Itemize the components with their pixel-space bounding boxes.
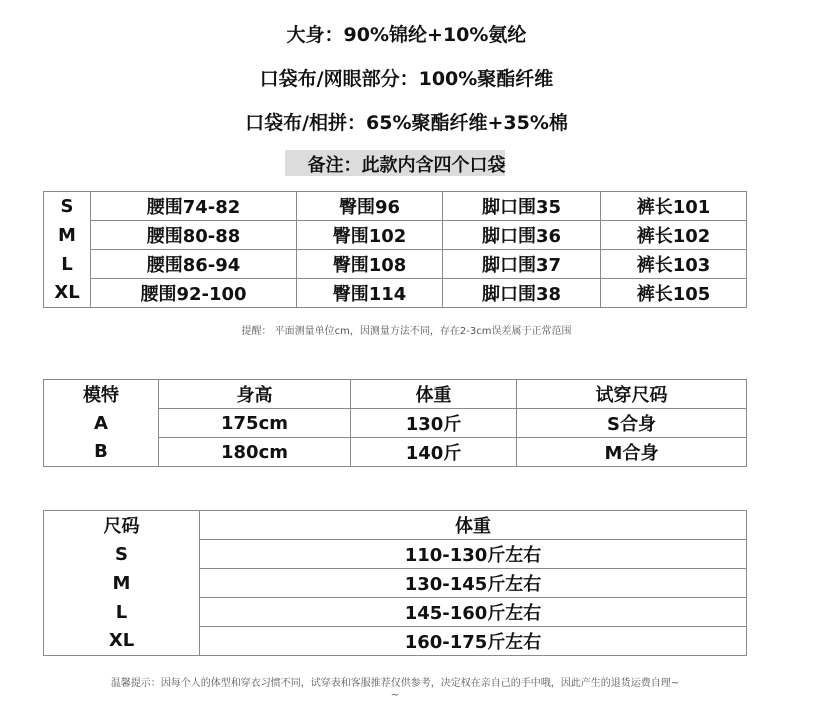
waist-cell: 腰围80-88 (91, 221, 297, 250)
table-row (44, 598, 747, 627)
model-table (43, 379, 747, 467)
length-cell: 裤长101 (601, 192, 747, 221)
measure-tip: 提醒： 平面测量单位cm，因测量方法不同，存在2-3cm误差属于正常范围 (241, 326, 572, 337)
table-row (44, 438, 747, 467)
header-cell: 模特 (44, 380, 159, 409)
footer-tilde: ~ (390, 690, 400, 701)
hem-cell: 脚口围37 (443, 250, 601, 279)
table-row (44, 380, 747, 409)
hem-cell: 脚口围35 (443, 192, 601, 221)
hem-cell: 脚口围38 (443, 279, 601, 308)
fit-size-cell: M合身 (517, 438, 747, 467)
size-cell: M (44, 221, 91, 250)
size-table (43, 191, 747, 308)
fit-size-cell: S合身 (517, 409, 747, 438)
header-cell: 尺码 (44, 511, 200, 540)
size-cell: S (44, 540, 200, 569)
waist-cell: 腰围92-100 (91, 279, 297, 308)
weight-range-cell: 110-130斤左右 (200, 540, 747, 569)
header-cell: 体重 (351, 380, 517, 409)
table-row (44, 569, 747, 598)
fabric-body-line: 大身：90%锦纶+10%氨纶 (286, 24, 527, 46)
table-row (44, 250, 747, 279)
table-row (44, 409, 747, 438)
fabric-pocket-mesh-line: 口袋布/网眼部分：100%聚酯纤维 (259, 68, 554, 90)
size-cell: L (44, 250, 91, 279)
size-cell: S (44, 192, 91, 221)
hip-cell: 臀围114 (297, 279, 443, 308)
table-row (44, 192, 747, 221)
weight-range-cell: 145-160斤左右 (200, 598, 747, 627)
fabric-pocket-panel-line: 口袋布/相拼：65%聚酯纤维+35%棉 (245, 112, 568, 134)
note-text: 备注：此款内含四个口袋 (307, 155, 506, 176)
table-row (44, 540, 747, 569)
hip-cell: 臀围108 (297, 250, 443, 279)
weight-range-cell: 130-145斤左右 (200, 569, 747, 598)
model-cell: A (44, 409, 159, 438)
waist-cell: 腰围86-94 (91, 250, 297, 279)
table-row (44, 221, 747, 250)
table-row (44, 279, 747, 308)
header-cell: 身高 (159, 380, 351, 409)
hip-cell: 臀围102 (297, 221, 443, 250)
size-cell: L (44, 598, 200, 627)
size-cell: XL (44, 279, 91, 308)
size-cell: M (44, 569, 200, 598)
waist-cell: 腰围74-82 (91, 192, 297, 221)
length-cell: 裤长105 (601, 279, 747, 308)
hem-cell: 脚口围36 (443, 221, 601, 250)
size-cell: XL (44, 627, 200, 656)
footer-tip: 温馨提示：因每个人的体型和穿衣习惯不同，试穿表和客服推荐仅供参考，决定权在亲自己的手中哦，因此产生的退货运费自理~ (110, 678, 680, 689)
hip-cell: 臀围96 (297, 192, 443, 221)
model-cell: B (44, 438, 159, 467)
height-cell: 175cm (159, 409, 351, 438)
header-cell: 体重 (200, 511, 747, 540)
header-cell: 试穿尺码 (517, 380, 747, 409)
weight-range-cell: 160-175斤左右 (200, 627, 747, 656)
length-cell: 裤长102 (601, 221, 747, 250)
length-cell: 裤长103 (601, 250, 747, 279)
table-row (44, 627, 747, 656)
weight-cell: 130斤 (351, 409, 517, 438)
table-row (44, 511, 747, 540)
weight-table (43, 510, 747, 656)
height-cell: 180cm (159, 438, 351, 467)
weight-cell: 140斤 (351, 438, 517, 467)
